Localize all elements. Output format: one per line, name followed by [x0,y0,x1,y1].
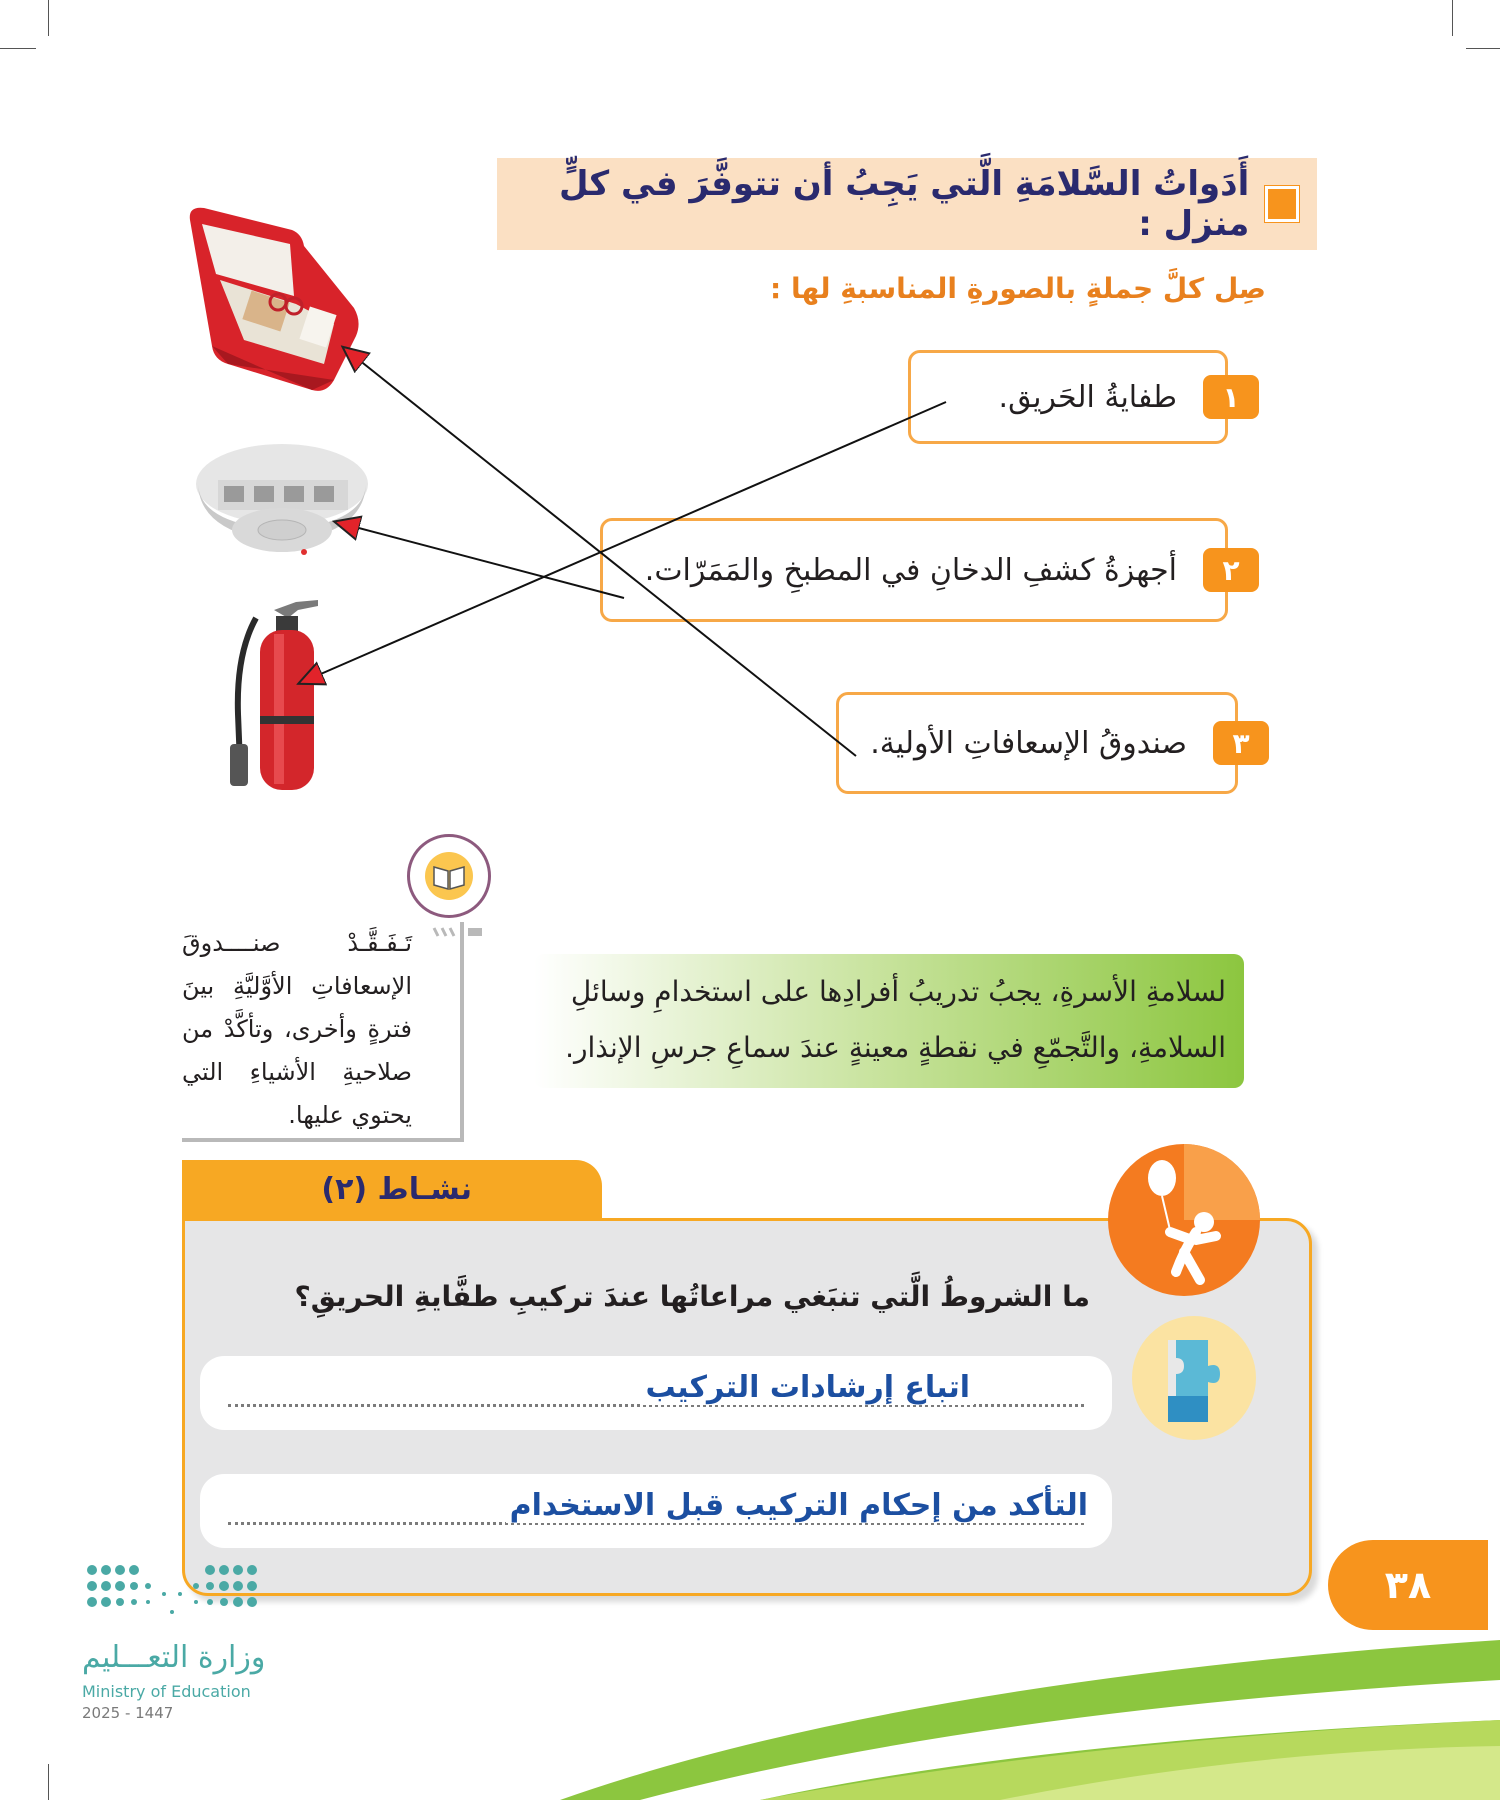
ministry-logo-icon [84,1560,268,1632]
answer-text-1: اتباع إرشادات التركيب [642,1370,975,1405]
activity-kid-icon [1104,1140,1264,1300]
answer-line-2[interactable] [200,1474,1112,1548]
answer-text-2: التأكد من إحكام التركيب قبل الاستخدام [506,1488,1092,1523]
note-line-1: لسلامةِ الأسرةِ، يجبُ تدريبُ أفرادِها على استخدامِ وسائلِ [570,975,1226,1008]
answer-line-1[interactable] [200,1356,1112,1430]
family-safety-note [534,954,1244,1088]
note-line-2: السلامةِ، والتَّجمّعِ في نقطةٍ معينةٍ عندَ سماعِ جرسِ الإنذار. [565,1031,1226,1064]
activity-label: نشـاط (٢) [321,1172,472,1207]
line-item3-to-firstaid [344,348,856,756]
puzzle-icon [1130,1314,1258,1442]
matching-lines [0,0,1500,820]
matching-instruction: صِل كلَّ جملةٍ بالصورةِ المناسبةِ لها : [770,272,1266,305]
book-icon [407,834,491,918]
tip-box [182,922,464,1142]
match-text: صندوقُ الإسعافاتِ الأولية. [870,725,1187,761]
match-text: طفايةُ الحَريق. [998,379,1177,415]
match-number: ١ [1203,375,1259,419]
activity-question: ما الشروطُ الَّتي تنبَغي مراعاتُها عندَ تركيبِ طفَّايةِ الحريقِ؟ [294,1280,1090,1313]
match-text: أجهزةُ كشفِ الدخانِ في المطبخِ والمَمَرّات. [644,552,1177,588]
ministry-name-ar: وزارة التعـــليم [82,1640,266,1675]
line-item1-to-extinguisher [300,402,946,683]
page-number: ٣٨ [1328,1540,1488,1630]
tip-text: تَـفَـقَّـدْ صنــــدوقَ الإسعافاتِ الأوَّليَّةِ بينَ فترةٍ وأخرى، وتأكَّدْ من صلاحيةِ الأشياءِ التي يحتوي عليها. [182,929,412,1129]
academic-year: 2025 - 1447 [82,1704,174,1722]
match-number: ٣ [1213,721,1269,765]
activity-tab [182,1160,602,1226]
ministry-name-en: Ministry of Education [82,1682,251,1701]
section-title: أَدَواتُ السَّلامَةِ الَّتي يَجِبُ أن تتوفَّرَ في كلٍّ منزل : [559,164,1250,244]
match-number: ٢ [1203,548,1259,592]
